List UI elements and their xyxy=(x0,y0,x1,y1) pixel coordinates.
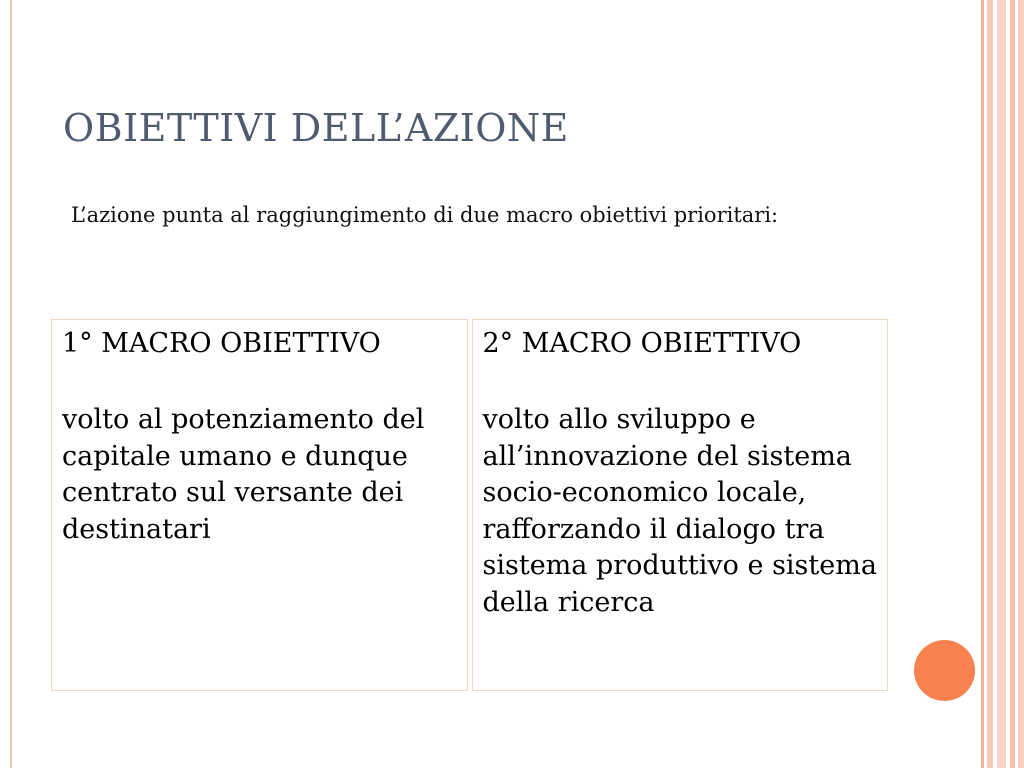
right-decorative-band xyxy=(1018,0,1024,768)
objectives-table xyxy=(51,319,888,691)
objective-description: volto al potenziamento del capitale umano e dunque centrato sul versante dei destinatari xyxy=(62,404,425,545)
objective-cell-1 xyxy=(51,319,468,691)
intro-text: L’azione punta al raggiungimento di due macro obiettivi prioritari: xyxy=(71,203,779,227)
right-decorative-band xyxy=(981,0,984,768)
slide-title: OBIETTIVI DELL’AZIONE xyxy=(63,106,569,150)
objective-cell-2 xyxy=(472,319,889,691)
left-decorative-line xyxy=(10,0,12,768)
objective-description: volto allo sviluppo e all’innovazione del sistema socio-economico locale, rafforzando il dialogo tra sistema produttivo e sistema della ricerca xyxy=(482,404,877,618)
decorative-circle xyxy=(914,640,975,701)
right-decorative-band xyxy=(987,0,993,768)
objective-heading: 2° MACRO OBIETTIVO xyxy=(482,328,802,359)
right-decorative-band xyxy=(997,0,1006,768)
objective-heading: 1° MACRO OBIETTIVO xyxy=(62,328,381,359)
right-decorative-band xyxy=(1010,0,1015,768)
